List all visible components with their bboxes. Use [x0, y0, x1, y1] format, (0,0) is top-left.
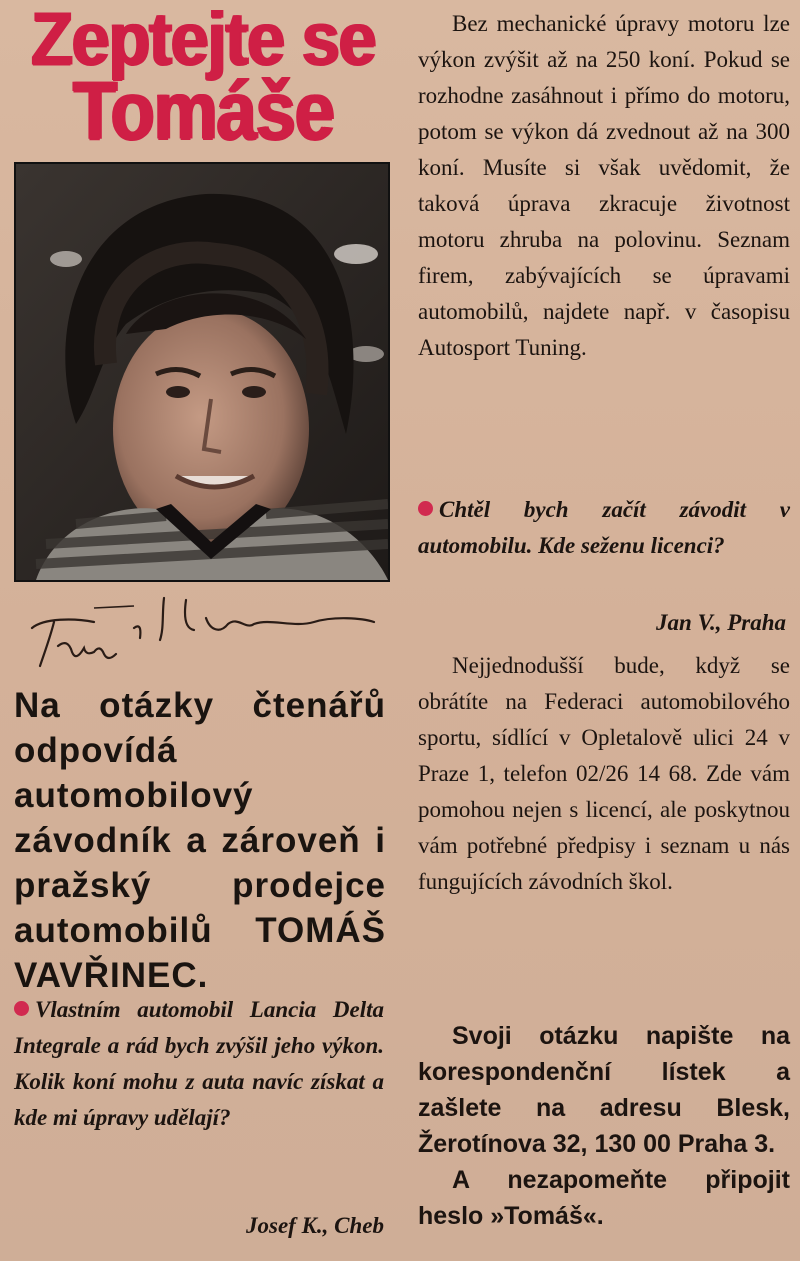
question-1: [14, 992, 384, 1136]
submission-instructions: [418, 1018, 790, 1234]
answer-2: Nejjednodušší bude, když se obrátíte na Federaci automobilového sportu, sídlící v Opletalově ulici 24 v Praze 1, telefon 02/26 14 68. Zde vám pomohou nejen s licencí, ale poskytnou vám potřebné předpisy i seznam u nás fungujících závodních škol.: [418, 653, 790, 894]
left-column: [14, 0, 392, 582]
question-1-author: Josef K., Cheb: [246, 1213, 384, 1238]
bullet-dot-icon: [14, 1001, 29, 1016]
page-title: [14, 0, 392, 157]
headline-line-1: Zeptejte se: [30, 0, 376, 81]
signature-drawing: [14, 588, 386, 678]
headline-line-2: Tomáše: [72, 65, 334, 157]
bullet-dot-icon: [418, 501, 433, 516]
question-2-author: Jan V., Praha: [656, 610, 786, 635]
question-2: [418, 492, 790, 564]
question-2-text: Chtěl bych začít závodit v automobilu. Kde seženu licenci?: [418, 497, 790, 558]
portrait-illustration: [16, 164, 388, 580]
portrait-photo: [14, 162, 390, 582]
instructions-paragraph-2: A nezapomeňte připojit heslo »Tomáš«.: [418, 1166, 790, 1230]
intro-paragraph: Na otázky čtenářů odpovídá automobilový závodník a zároveň i pražský prodejce automobilů TOMÁŠ VAVŘINEC.: [14, 686, 386, 995]
handwritten-signature: [14, 588, 386, 678]
answer-1: Bez mechanické úpravy motoru lze výkon zvýšit až na 250 koní. Pokud se rozhodne zasáhnout i přímo do motoru, potom se výkon dá zvednout až na 300 koní. Musíte si však uvědomit, že taková úprava zkracuje životnost motoru zhruba na polovinu. Seznam firem, zabývajících se úpravami automobilů, najdete např. v časopisu Autosport Tuning.: [418, 11, 790, 360]
instructions-paragraph-1: Svoji otázku napište na korespondenční lístek a zašlete na adresu Blesk, Žerotínova 32, 130 00 Praha 3.: [418, 1022, 790, 1158]
question-1-text: Vlastním automobil Lancia Delta Integrale a rád bych zvýšil jeho výkon. Kolik koní mohu z auta navíc získat a kde mi úpravy udělají?: [14, 997, 384, 1130]
